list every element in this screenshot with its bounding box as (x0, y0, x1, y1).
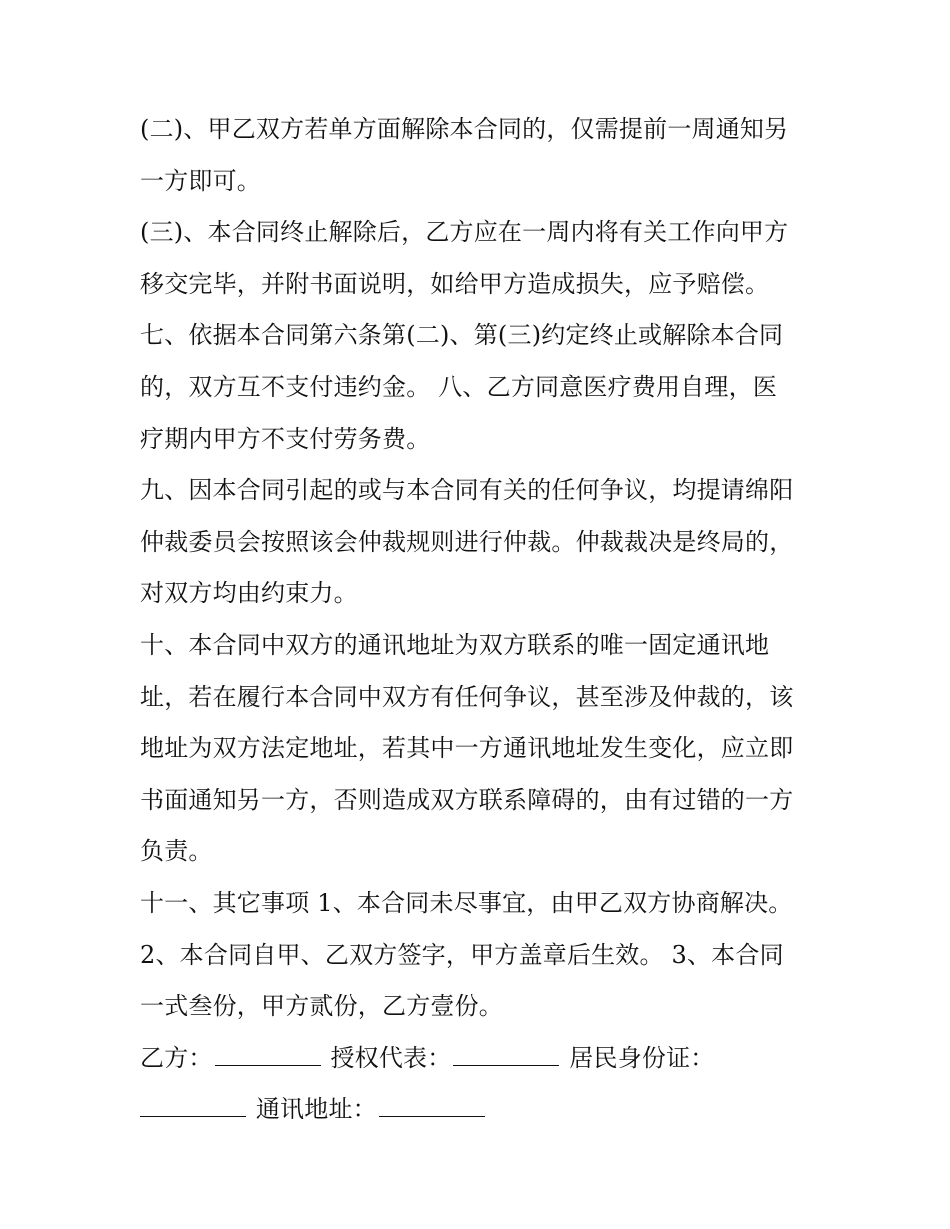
text-line: 一方即可。 (140, 166, 261, 195)
text-line: 负责。 (140, 837, 213, 866)
text-line: 疗期内甲方不支付劳务费。 (140, 424, 431, 453)
text-line: 七、依据本合同第六条第(二)、第(三)约定终止或解除本合同 (140, 321, 784, 350)
text-line: 书面通知另一方，否则造成双方联系障碍的，由有过错的一方 (140, 785, 794, 814)
address-label: 通讯地址： (255, 1095, 377, 1124)
text-line: (三)、本合同终止解除后，乙方应在一周内将有关工作向甲方 (140, 218, 789, 247)
text-line: 的，双方互不支付违约金。 八、乙方同意医疗费用自理，医 (140, 372, 778, 401)
id-card-label: 居民身份证： (569, 1043, 715, 1072)
text-line: 十一、其它事项 1、本合同未尽事宜，由甲乙双方协商解决。 (140, 888, 793, 917)
authorized-rep-blank[interactable] (453, 1039, 559, 1066)
text-line: 移交完毕，并附书面说明，如给甲方造成损失，应予赔偿。 (140, 269, 770, 298)
text-line: 十、本合同中双方的通讯地址为双方联系的唯一固定通讯地 (140, 630, 770, 659)
signature-line-2 (140, 1084, 812, 1136)
text-line: 址，若在履行本合同中双方有任何争议，甚至涉及仲裁的，该 (140, 682, 794, 711)
authorized-rep-label: 授权代表： (330, 1043, 452, 1072)
text-line: 地址为双方法定地址，若其中一方通讯地址发生变化，应立即 (140, 734, 794, 763)
text-line: 一式叁份，甲方贰份，乙方壹份。 (140, 992, 503, 1021)
address-blank[interactable] (379, 1090, 485, 1117)
text-line: 仲裁委员会按照该会仲裁规则进行仲裁。仲裁裁决是终局的， (140, 527, 794, 556)
text-line: 对双方均由约束力。 (140, 579, 358, 608)
text-line: (二)、甲乙双方若单方面解除本合同的，仅需提前一周通知另 (140, 115, 789, 143)
text-line: 九、因本合同引起的或与本合同有关的任何争议，均提请绵阳 (140, 476, 794, 505)
text-line: 2、本合同自甲、乙双方签字，甲方盖章后生效。 3、本合同 (140, 940, 784, 969)
signature-line-1 (140, 1033, 812, 1085)
party-b-label: 乙方： (140, 1043, 213, 1072)
party-b-blank[interactable] (215, 1039, 321, 1066)
id-card-blank[interactable] (140, 1090, 246, 1117)
contract-text (140, 104, 812, 1136)
